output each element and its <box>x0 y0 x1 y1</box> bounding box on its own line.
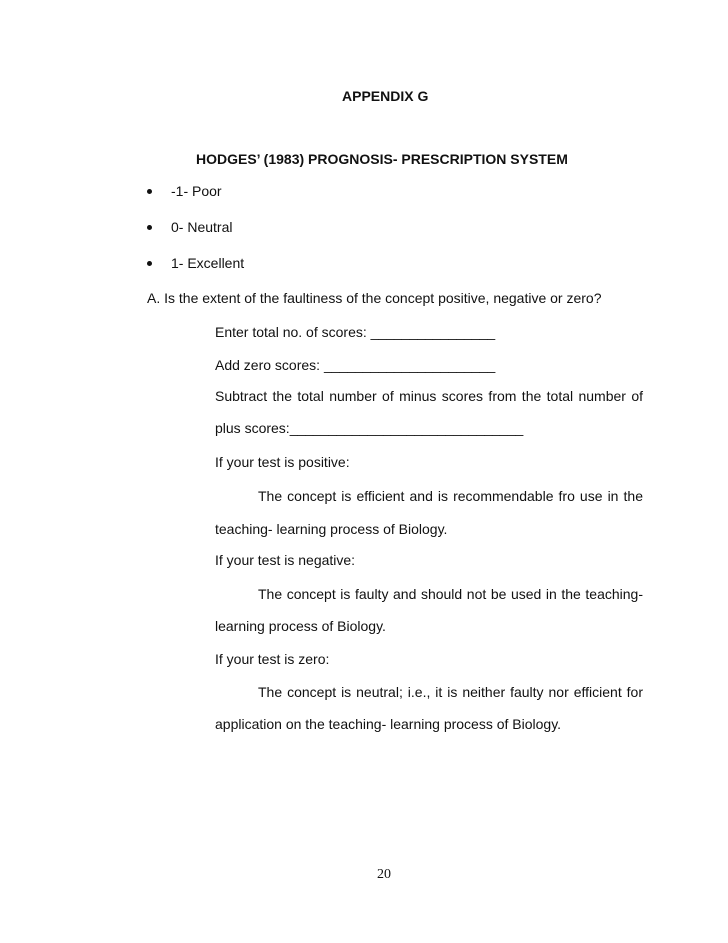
enter-total-scores: Enter total no. of scores: ________________ <box>215 324 496 340</box>
if-zero-label: If your test is zero: <box>215 651 330 667</box>
positive-description-line-2: teaching- learning process of Biology. <box>215 521 448 537</box>
add-zero-scores: Add zero scores: ______________________ <box>215 357 496 373</box>
question-a: A. Is the extent of the faultiness of the concept positive, negative or zero? <box>147 290 602 306</box>
zero-description-line-2: application on the teaching- learning process of Biology. <box>215 716 562 732</box>
page-number: 20 <box>377 867 391 882</box>
bullet-icon <box>147 189 152 194</box>
positive-description-line-1: The concept is efficient and is recommendable fro use in the <box>258 488 643 504</box>
if-negative-label: If your test is negative: <box>215 552 356 568</box>
subtract-instruction-line-2: plus scores:______________________________ <box>215 420 524 436</box>
if-positive-label: If your test is positive: <box>215 454 350 470</box>
negative-description-line-1: The concept is faulty and should not be used in the teaching- <box>258 586 643 602</box>
appendix-title: APPENDIX G <box>342 88 429 104</box>
bullet-item-excellent: 1- Excellent <box>171 255 245 271</box>
subtract-instruction-line-1: Subtract the total number of minus scores from the total number of <box>215 388 643 404</box>
negative-description-line-2: learning process of Biology. <box>215 618 386 634</box>
bullet-item-neutral: 0- Neutral <box>171 219 233 235</box>
bullet-item-poor: -1- Poor <box>171 183 222 199</box>
bullet-icon <box>147 225 152 230</box>
zero-description-line-1: The concept is neutral; i.e., it is neither faulty nor efficient for <box>258 684 643 700</box>
bullet-icon <box>147 261 152 266</box>
system-title: HODGES’ (1983) PROGNOSIS- PRESCRIPTION SYSTEM <box>196 151 568 167</box>
